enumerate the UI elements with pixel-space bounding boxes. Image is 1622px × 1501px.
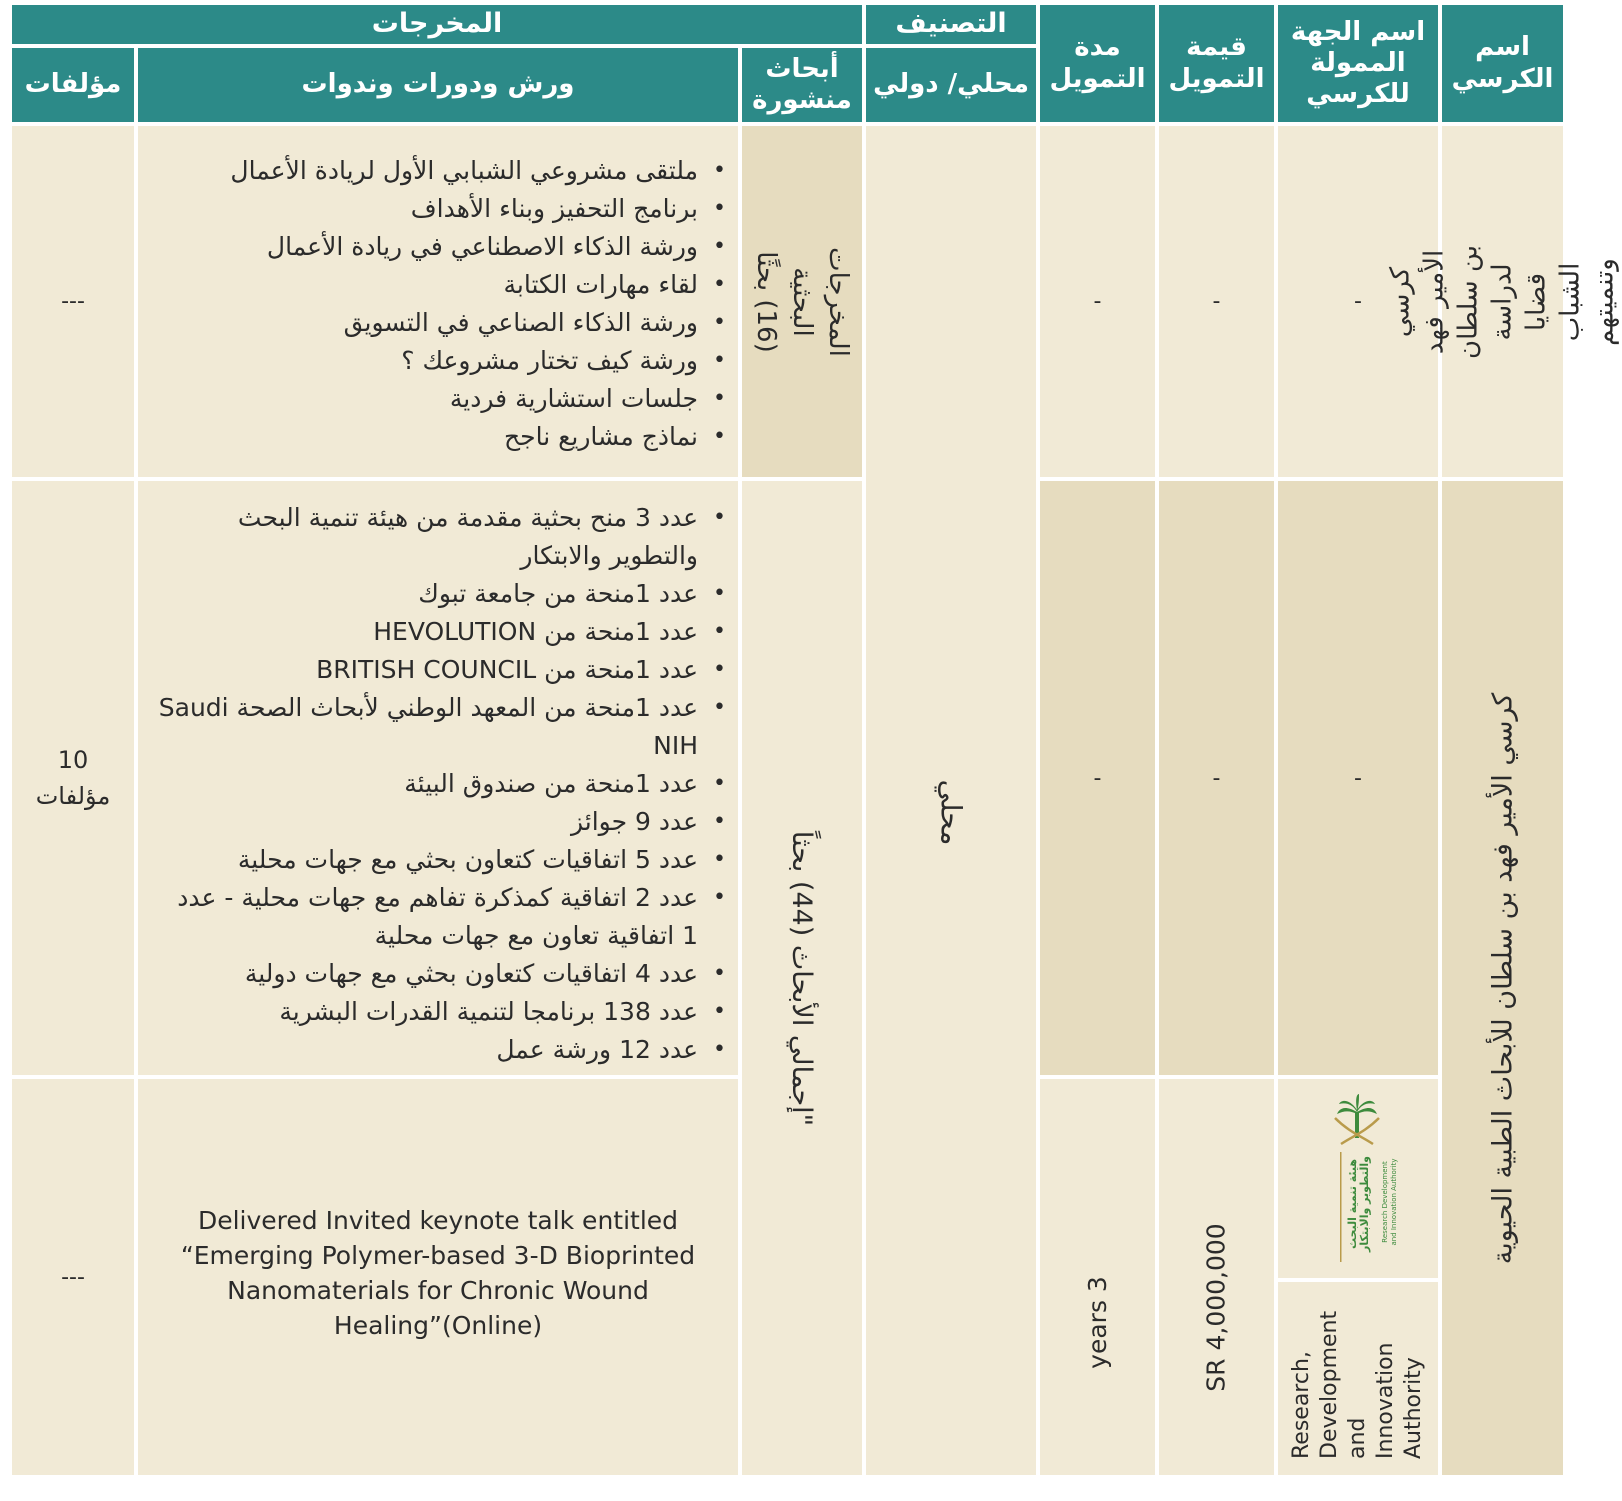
list-item: • ملتقى مشروعي الشبابي الأول لريادة الأعمال — [158, 152, 738, 190]
header-published-research: أبحاث منشورة — [742, 48, 862, 122]
list-item: • عدد 12 ورشة عمل — [158, 1031, 738, 1069]
list-item: • عدد 4 اتفاقيات كتعاون بحثي مع جهات دولية — [158, 955, 738, 993]
header-chair-name: اسم الكرسي — [1442, 5, 1563, 122]
header-funding-duration: مدة التمويل — [1040, 5, 1155, 122]
row2b-funder-text: Research, Development and Innovation Authority — [1289, 1310, 1426, 1459]
list-item: • لقاء مهارات الكتابة — [158, 266, 738, 304]
row2b-value — [1159, 1079, 1274, 1475]
list-item: • عدد 3 منح بحثية مقدمة من هيئة تنمية البحث والتطوير والابتكار — [158, 499, 738, 575]
classification-value: محلي — [934, 779, 968, 846]
row2a-duration-value: - — [1093, 765, 1102, 791]
list-item: • ورشة الذكاء الاصطناعي في ريادة الأعمال — [158, 228, 738, 266]
row2-research — [742, 481, 862, 1475]
row2a-workshops — [138, 481, 738, 1075]
header-funder-name: اسم الجهة الممولة للكرسي — [1278, 5, 1438, 122]
row2b-funder-logo-cell — [1278, 1079, 1438, 1278]
row2a-duration — [1040, 481, 1155, 1075]
list-item: • عدد 2 اتفاقية كمذكرة تفاهم مع جهات محلية - عدد 1 اتفاقية تعاون مع جهات محلية — [158, 879, 738, 955]
classification-cell — [866, 126, 1036, 1475]
row1-workshops-list — [158, 152, 738, 456]
row2b-funder — [1278, 1282, 1438, 1475]
header-books: مؤلفات — [12, 48, 134, 122]
list-item: • جلسات استشارية فردية — [158, 380, 738, 418]
row2b-duration-value: years 3 — [1083, 1275, 1112, 1369]
row1-research-text: المخرجات البحثية (16) بحثًا — [751, 246, 853, 357]
header-outputs-group: المخرجات — [12, 5, 862, 44]
rdia-logo — [1283, 1084, 1433, 1274]
row2-chair-name-text: كرسي الأمير فهد بن سلطان للأبحاث الطبية الحيوية — [1487, 692, 1519, 1264]
list-item: • عدد 9 جوائز — [158, 803, 738, 841]
row2a-funder-value: - — [1354, 765, 1362, 791]
list-item: • برنامج التحفيز وبناء الأهداف — [158, 190, 738, 228]
rdia-logo-english: Research Development and Innovation Authority — [1381, 1157, 1398, 1246]
list-item: • عدد 1منحة من BRITISH COUNCIL — [158, 651, 738, 689]
row1-workshops — [138, 126, 738, 477]
header-classification-group: التصنيف — [866, 5, 1036, 44]
row2b-workshops-text: Delivered Invited keynote talk entitled “Emerging Polymer-based 3-D Bioprinted Nanomaterials for Chronic Wound Healing”(Online) — [180, 1206, 696, 1340]
row1-funder-value: - — [1354, 289, 1362, 314]
row2b-books — [12, 1079, 134, 1475]
row2b-books-value: --- — [61, 1264, 85, 1290]
row1-duration — [1040, 126, 1155, 477]
row2a-books — [12, 481, 134, 1075]
row2a-books-value: 10 مؤلفات — [35, 746, 111, 810]
row2b-value-value: SR 4,000,000 — [1202, 1222, 1232, 1392]
row1-value-value: - — [1212, 289, 1221, 314]
row1-chair-name — [1385, 126, 1620, 477]
list-item: • عدد 138 برنامجا لتنمية القدرات البشرية — [158, 993, 738, 1031]
row2b-duration — [1040, 1079, 1155, 1475]
row1-books-value: --- — [61, 289, 85, 314]
row2a-value — [1159, 481, 1274, 1075]
list-item: • ورشة كيف تختار مشروعك ؟ — [158, 342, 738, 380]
list-item: • عدد 1منحة من HEVOLUTION — [158, 613, 738, 651]
row1-research — [742, 126, 862, 477]
list-item: • ورشة الذكاء الصناعي في التسويق — [158, 304, 738, 342]
header-workshops: ورش ودورات وندوات — [138, 48, 738, 122]
row1-books — [12, 126, 134, 477]
list-item: • عدد 1منحة من المعهد الوطني لأبحاث الصحة Saudi NIH — [158, 689, 738, 765]
list-item: • عدد 5 اتفاقيات كتعاون بحثي مع جهات محلية — [158, 841, 738, 879]
row2-chair-name — [1442, 481, 1563, 1475]
row2a-value-value: - — [1212, 765, 1221, 791]
list-item: • عدد 1منحة من صندوق البيئة — [158, 765, 738, 803]
row2b-workshops — [138, 1079, 738, 1475]
list-item: • نماذج مشاريع ناجح — [158, 418, 738, 456]
rdia-logo-arabic: هيئة تنمية البحث والتطوير والابتكار — [1346, 1155, 1371, 1252]
header-funding-value: قيمة التمويل — [1159, 5, 1274, 122]
row2a-workshops-list — [158, 499, 738, 1069]
row1-duration-value: - — [1093, 289, 1102, 314]
row1-chair-name-text: كرسي الأمير فهد بن سلطان لدراسة قضايا الشباب وتنميتهم — [1385, 244, 1620, 359]
list-item: • عدد 1منحة من جامعة تبوك — [158, 575, 738, 613]
row2a-funder — [1278, 481, 1438, 1075]
header-local-international: محلي/ دولي — [866, 48, 1036, 122]
row2-research-text: إجمالي الأبحاث (44) بحثاً" — [786, 830, 818, 1126]
row1-value — [1159, 126, 1274, 477]
